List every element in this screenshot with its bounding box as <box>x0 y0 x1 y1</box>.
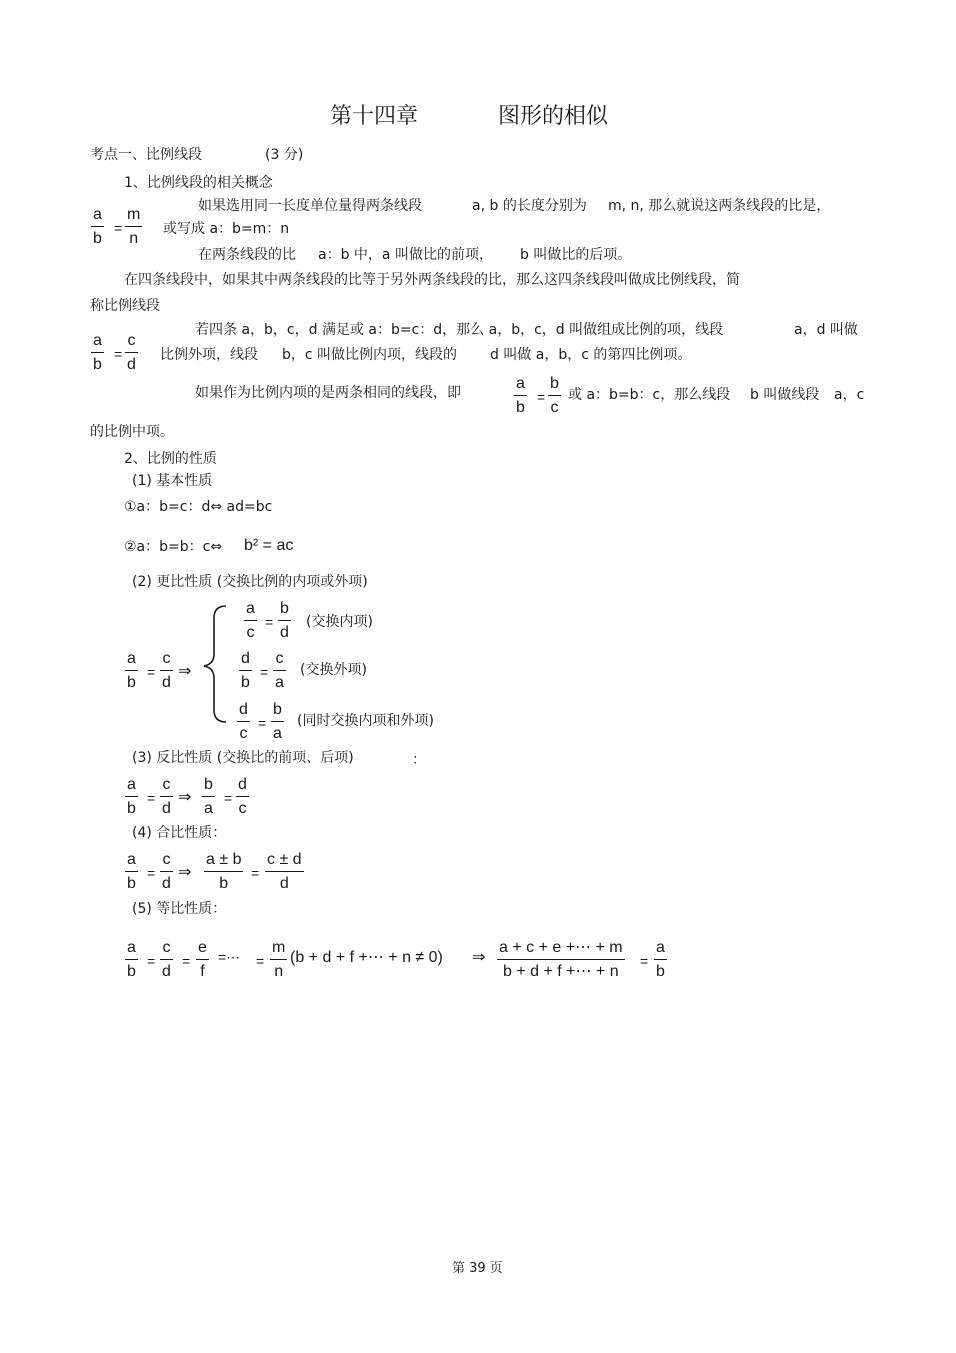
chapter-number: 第十四章 <box>330 104 419 129</box>
text-line: b 叫做线段 <box>750 387 820 403</box>
section-points: (3 分) <box>265 147 304 163</box>
equals-sign: = <box>258 715 267 731</box>
fraction: a b <box>127 939 136 980</box>
text-line: m, n, 那么就说这两条线段的比是， <box>608 198 831 214</box>
annotation: (交换外项) <box>300 662 367 678</box>
sub-heading: (5) 等比性质： <box>132 901 227 917</box>
text-line: 如果选用同一长度单位量得两条线段 <box>198 198 422 214</box>
text-line: b 叫做比的后项。 <box>520 247 632 263</box>
page-number: 第 39 页 <box>452 1261 503 1276</box>
fraction: b d <box>280 600 289 641</box>
fraction: c d <box>162 939 171 980</box>
sub-heading: (3) 反比性质 (交换比的前项、后项) <box>132 750 354 766</box>
sub1-heading: 1、比例线段的相关概念 <box>124 175 273 191</box>
numerator: m <box>127 206 141 223</box>
fraction: a b <box>127 650 136 691</box>
annotation: (交换内项) <box>306 614 373 630</box>
equals-sign: = <box>265 614 274 630</box>
section-heading: 考点一、比例线段 <box>90 147 202 163</box>
text-line: 比例外项，线段 <box>160 347 258 363</box>
text-line: 或写成 a：b=m：n <box>163 221 290 237</box>
denominator: n <box>129 230 139 247</box>
implies-sign: ⇒ <box>178 663 192 680</box>
math-expression: b² = ac <box>244 537 294 554</box>
equals-sign: = <box>114 346 123 362</box>
fraction: a b <box>93 332 102 373</box>
fraction: c d <box>127 332 136 373</box>
text-line: d 叫做 a，b，c 的第四比例项。 <box>490 347 692 363</box>
fraction: d c <box>239 701 248 742</box>
left-brace-icon <box>200 604 230 724</box>
fraction: c d <box>162 851 171 892</box>
fraction: d c <box>238 776 247 817</box>
numerator: a <box>93 206 102 223</box>
fraction <box>91 207 104 247</box>
property-line: ②a：b=b：c⇔ <box>124 539 223 555</box>
fraction: a b <box>516 375 525 416</box>
implies-sign: ⇒ <box>178 864 192 881</box>
sub2-heading: 2、比例的性质 <box>124 451 217 467</box>
text-line: a：b 中，a 叫做比的前项， <box>318 247 493 263</box>
annotation: ： <box>412 752 426 768</box>
chapter-title: 图形的相似 <box>498 104 609 129</box>
fraction: a b <box>127 851 136 892</box>
fraction: d b <box>241 650 250 691</box>
fraction: a b <box>656 939 665 980</box>
sub-heading: (2) 更比性质 (交换比例的内项或外项) <box>132 574 368 590</box>
fraction: b a <box>273 701 282 742</box>
fraction: a b <box>127 776 136 817</box>
fraction: c ± d d <box>267 851 302 892</box>
sub-heading: (1) 基本性质 <box>132 473 213 489</box>
fraction: c a <box>275 650 284 691</box>
implies-sign: ⇒ <box>178 789 192 806</box>
equals-sign: = <box>256 953 265 969</box>
paragraph: 在四条线段中，如果其中两条线段的比等于另外两条线段的比，那么这四条线段叫做成比例线段，简 <box>124 272 740 288</box>
equals-sign: = <box>147 865 156 881</box>
text-line: 或 a：b=b：c，那么线段 <box>568 387 731 403</box>
text-line: 的比例中项。 <box>90 424 174 440</box>
fraction: m n <box>272 939 286 980</box>
fraction: b a <box>204 776 213 817</box>
equals-sign: = <box>260 664 269 680</box>
fraction: e f <box>198 939 207 980</box>
fraction <box>125 207 142 247</box>
fraction: b c <box>550 375 559 416</box>
equals-sign: = <box>182 953 191 969</box>
property-line: ①a：b=c：d⇔ ad=bc <box>124 499 273 515</box>
ellipsis: =⋯ <box>218 949 241 965</box>
equals-sign: = <box>147 664 156 680</box>
text-line: 在两条线段的比 <box>198 247 296 263</box>
equals-sign: = <box>537 389 546 405</box>
fraction: a + c + e +⋯ + m b + d + f +⋯ + n <box>499 939 623 980</box>
equals-sign: = <box>114 220 123 236</box>
fraction: a c <box>246 600 255 641</box>
text-line: a, b 的长度分别为 <box>472 198 587 214</box>
implies-sign: ⇒ <box>472 949 486 966</box>
text-line: 如果作为比例内项的是两条相同的线段，即 <box>195 385 461 401</box>
equals-sign: = <box>147 790 156 806</box>
text-line: a，c <box>834 387 865 403</box>
fraction: c d <box>162 650 171 691</box>
text-line: b，c 叫做比例内项，线段的 <box>282 347 458 363</box>
text-line: a，d 叫做 <box>794 322 858 338</box>
equals-sign: = <box>147 953 156 969</box>
denominator: b <box>93 230 102 247</box>
fraction: a ± b b <box>206 851 242 892</box>
equals-sign: = <box>224 790 233 806</box>
fraction: c d <box>162 776 171 817</box>
condition: (b + d + f +⋯ + n ≠ 0) <box>290 949 443 966</box>
paragraph: 称比例线段 <box>90 298 160 314</box>
annotation: (同时交换内项和外项) <box>297 713 434 729</box>
text-line: 若四条 a，b，c，d 满足或 a：b=c：d，那么 a，b，c，d 叫做组成比例的项，线段 <box>195 322 724 338</box>
sub-heading: (4) 合比性质： <box>132 825 227 841</box>
equals-sign: = <box>251 865 260 881</box>
equals-sign: = <box>640 953 649 969</box>
